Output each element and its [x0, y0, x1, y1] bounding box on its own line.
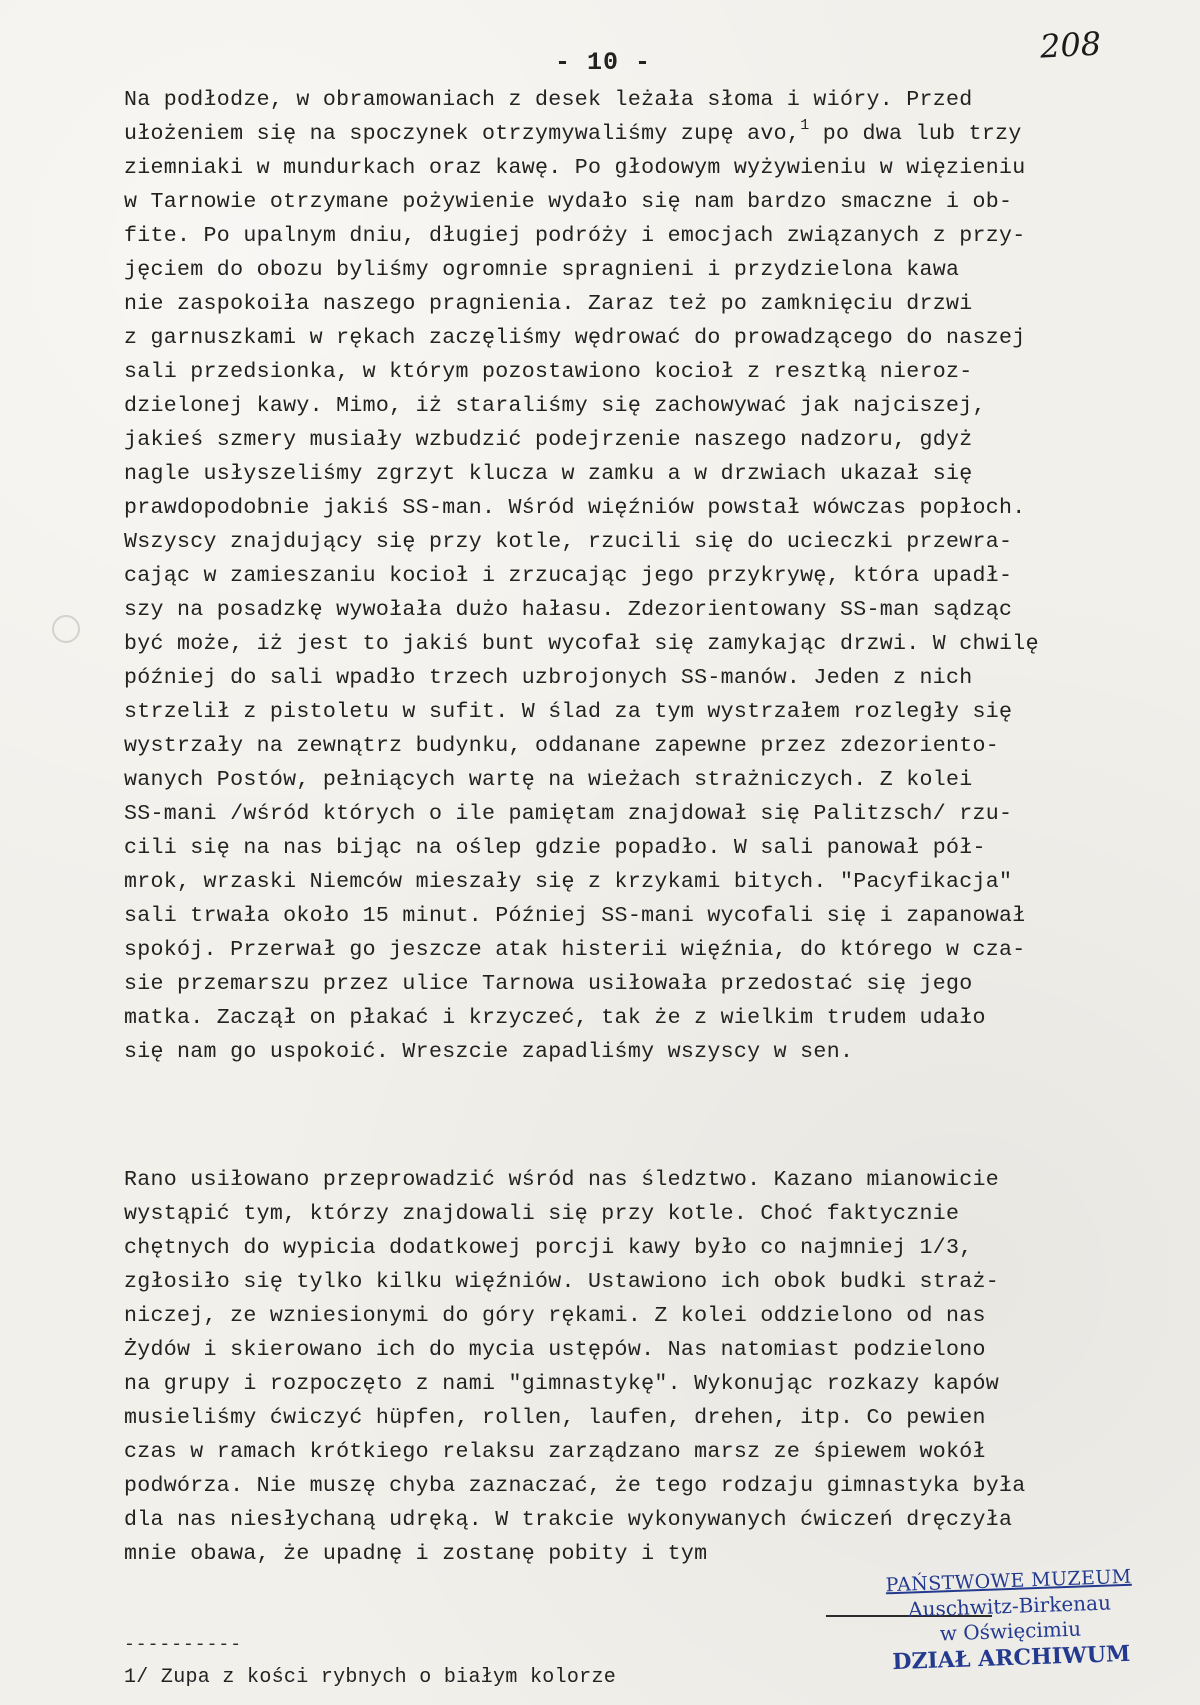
- page-number: - 10 -: [555, 48, 652, 77]
- text-line: z garnuszkami w rękach zaczęliśmy wędrować do prowadzącego do naszej: [124, 326, 1026, 350]
- text-line: chętnych do wypicia dodatkowej porcji kawy było co najmniej 1/3,: [124, 1236, 973, 1260]
- text-line: później do sali wpadło trzech uzbrojonych SS-manów. Jeden z nich: [124, 666, 973, 690]
- text-line: wystąpić tym, którzy znajdowali się przy kotle. Choć faktycznie: [124, 1202, 960, 1226]
- text-line: ziemniaki w mundurkach oraz kawę. Po głodowym wyżywieniu w więzieniu: [124, 156, 1026, 180]
- text-line: mnie obawa, że upadnę i zostanę pobity i tym: [124, 1542, 708, 1566]
- text-line: spokój. Przerwał go jeszcze atak histerii więźnia, do którego w cza-: [124, 938, 1026, 962]
- text-line: jęciem do obozu byliśmy ogromnie spragnieni i przydzielona kawa: [124, 258, 960, 282]
- text-line: podwórza. Nie muszę chyba zaznaczać, że tego rodzaju gimnastyka była: [124, 1474, 1026, 1498]
- text-line: Wszyscy znajdujący się przy kotle, rzucili się do ucieczki przewra-: [124, 530, 1013, 554]
- paragraph-2: [124, 1163, 1144, 1571]
- text-line: się nam go uspokoić. Wreszcie zapadliśmy wszyscy w sen.: [124, 1040, 854, 1064]
- text-line: prawdopodobnie jakiś SS-man. Wśród więźniów powstał wówczas popłoch.: [124, 496, 1026, 520]
- text-line: nie zaspokoiła naszego pragnienia. Zaraz też po zamknięciu drzwi: [124, 292, 973, 316]
- text-line: szy na posadzkę wywołała dużo hałasu. Zdezorientowany SS-man sądząc: [124, 598, 1013, 622]
- archive-stamp: [858, 1565, 1161, 1676]
- stamp-line-department: DZIAŁ ARCHIWUM: [891, 1640, 1131, 1676]
- text-line: musieliśmy ćwiczyć hüpfen, rollen, laufen, drehen, itp. Co pewien: [124, 1406, 986, 1430]
- text-fragment: ułożeniem się na spoczynek otrzymywaliśmy zupę avo,: [124, 122, 801, 146]
- stamp-line-city: w Oświęcimiu: [939, 1616, 1082, 1646]
- footnote-reference: 1: [800, 117, 810, 134]
- text-line: na grupy i rozpoczęto z nami "gimnastykę". Wykonując rozkazy kapów: [124, 1372, 1000, 1396]
- text-line: w Tarnowie otrzymane pożywienie wydało się nam bardzo smaczne i ob-: [124, 190, 1013, 214]
- text-line: sali przedsionka, w którym pozostawiono kocioł z resztką nieroz-: [124, 360, 973, 384]
- stamp-line-museum: PAŃSTWOWE MUZEUM: [885, 1565, 1132, 1597]
- archive-page-number: 208: [1039, 24, 1103, 66]
- stamp-line-name: Auschwitz-Birkenau: [907, 1590, 1112, 1622]
- text-line: czas w ramach krótkiego relaksu zarządzano marsz ze śpiewem wokół: [124, 1440, 986, 1464]
- text-line: SS-mani /wśród których o ile pamiętam znajdował się Palitzsch/ rzu-: [124, 802, 1013, 826]
- text-line: niczej, ze wzniesionymi do góry rękami. Z kolei oddzielono od nas: [124, 1304, 986, 1328]
- text-line: cili się na nas bijąc na oślep gdzie popadło. W sali panował pół-: [124, 836, 986, 860]
- text-line: zgłosiło się tylko kilku więźniów. Ustawiono ich obok budki straż-: [124, 1270, 1000, 1294]
- text-line: nagle usłyszeliśmy zgrzyt klucza w zamku a w drzwiach ukazał się: [124, 462, 973, 486]
- text-line: sali trwała około 15 minut. Później SS-mani wycofali się i zapanował: [124, 904, 1026, 928]
- text-line: dla nas niesłychaną udręką. W trakcie wykonywanych ćwiczeń dręczyła: [124, 1508, 1013, 1532]
- footnote-separator: ----------: [124, 1635, 243, 1655]
- text-line: [124, 117, 1144, 151]
- punch-hole-mark: [52, 615, 80, 643]
- text-line: sie przemarszu przez ulice Tarnowa usiłowała przedostać się jego: [124, 972, 973, 996]
- text-line: wanych Postów, pełniących wartę na wieżach strażniczych. Z kolei: [124, 768, 973, 792]
- text-line: być może, iż jest to jakiś bunt wycofał się zamykając drzwi. W chwilę: [124, 632, 1039, 656]
- text-line: Żydów i skierowano ich do mycia ustępów. Nas natomiast podzielono: [124, 1338, 986, 1362]
- text-line: cając w zamieszaniu kocioł i zrzucając jego przykrywę, która upadł-: [124, 564, 1013, 588]
- text-line: mrok, wrzaski Niemców mieszały się z krzykami bitych. "Pacyfikacja": [124, 870, 1013, 894]
- text-line: strzelił z pistoletu w sufit. W ślad za tym wystrzałem rozległy się: [124, 700, 1013, 724]
- text-line: matka. Zaczął on płakać i krzyczeć, tak że z wielkim trudem udało: [124, 1006, 986, 1030]
- text-line: fite. Po upalnym dniu, długiej podróży i emocjach związanych z przy-: [124, 224, 1026, 248]
- footnote: 1/ Zupa z kości rybnych o białym kolorze: [124, 1666, 617, 1689]
- text-line: Na podłodze, w obramowaniach z desek leżała słoma i wióry. Przed: [124, 88, 973, 112]
- text-fragment: po dwa lub trzy: [809, 122, 1022, 146]
- text-line: jakieś szmery musiały wzbudzić podejrzenie naszego nadzoru, gdyż: [124, 428, 973, 452]
- paragraph-1: [124, 83, 1144, 1069]
- text-line: dzielonej kawy. Mimo, iż staraliśmy się zachowywać jak najciszej,: [124, 394, 986, 418]
- text-line: wystrzały na zewnątrz budynku, oddanane zapewne przez zdezoriento-: [124, 734, 1000, 758]
- text-line: Rano usiłowano przeprowadzić wśród nas śledztwo. Kazano mianowicie: [124, 1168, 1000, 1192]
